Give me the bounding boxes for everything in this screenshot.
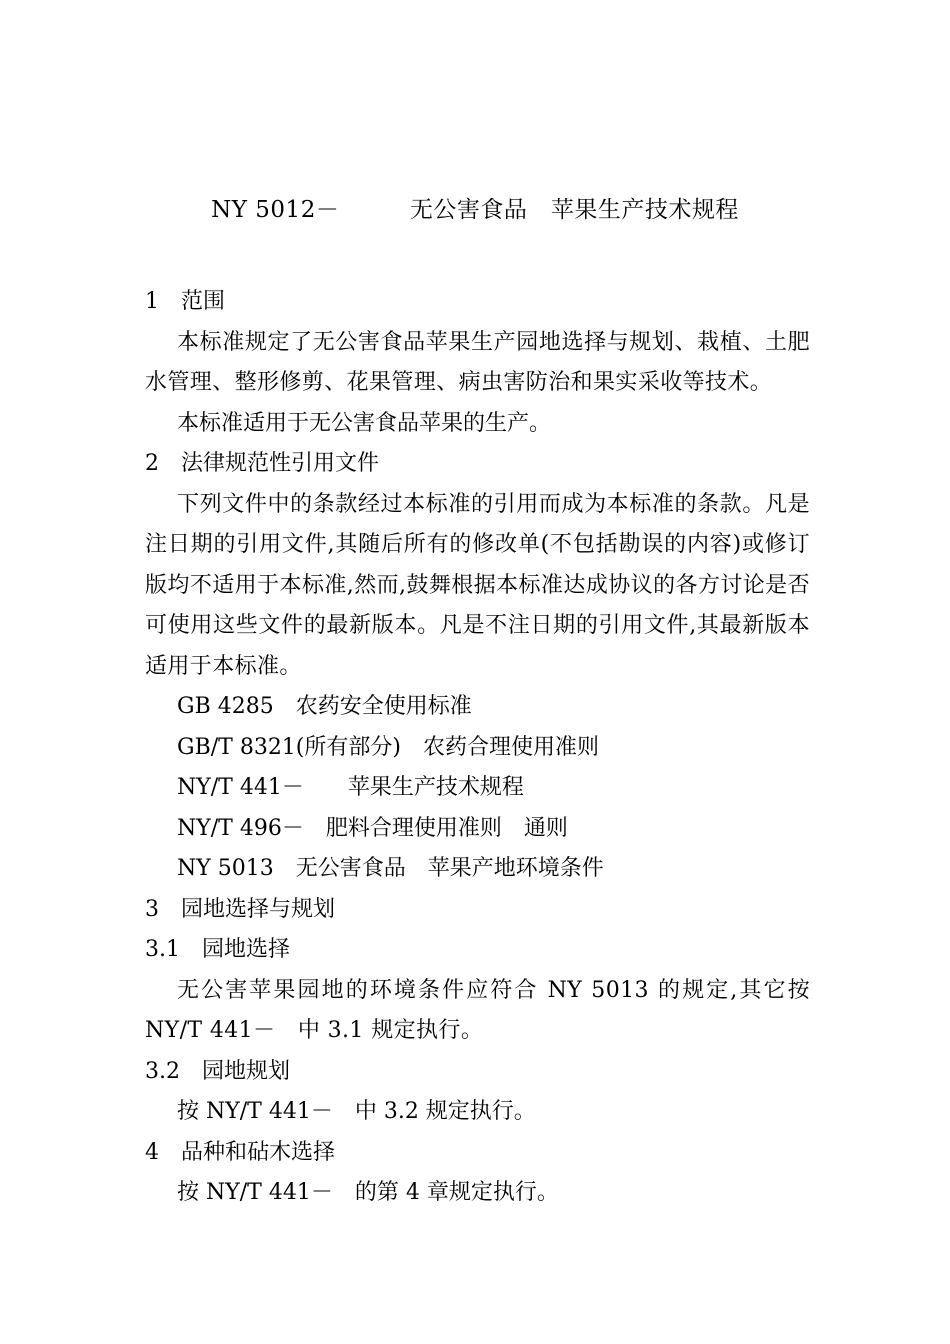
reference-item: NY 5013 无公害食品 苹果产地环境条件 xyxy=(177,856,604,881)
reference-item: GB 4285 农药安全使用标准 xyxy=(177,694,472,719)
section-4-heading: 4 品种和砧木选择 xyxy=(145,1139,335,1165)
paragraph-text: 本标准规定了无公害食品苹果生产园地选择与规划、栽植、土肥水管理、整形修剪、花果管理、病虫害防治和果实采收等技术。 xyxy=(145,329,810,395)
section-4-paragraph: 按 NY/T 441－ 的第 4 章规定执行。 xyxy=(177,1180,559,1205)
section-3-2-heading: 3.2 园地规划 xyxy=(145,1058,290,1084)
document-body xyxy=(145,282,810,1214)
paragraph-text: 下列文件中的条款经过本标准的引用而成为本标准的条款。凡是注日期的引用文件,其随后所有的修改单(不包括勘误的内容)或修订版均不适用于本标准,然而,鼓舞根据本标准达成协议的各方讨论是否可使用这些文件的最新版本。凡是不注日期的引用文件,其最新版本适用于本标准。 xyxy=(145,491,810,679)
paragraph-text: 无公害苹果园地的环境条件应符合 NY 5013 的规定,其它按NY/T 441－ 中 3.1 规定执行。 xyxy=(145,977,810,1043)
reference-item: NY/T 441－ 苹果生产技术规程 xyxy=(177,775,524,800)
reference-item: GB/T 8321(所有部分) 农药合理使用准则 xyxy=(177,734,599,760)
section-3-heading: 3 园地选择与规划 xyxy=(145,896,335,922)
section-2-heading: 2 法律规范性引用文件 xyxy=(145,451,379,476)
section-3-1-heading: 3.1 园地选择 xyxy=(145,937,290,962)
section-3-1-paragraph xyxy=(145,971,810,1052)
reference-item: NY/T 496－ 肥料合理使用准则 通则 xyxy=(177,815,568,841)
section-1-paragraph-applicability: 本标准适用于无公害食品苹果的生产。 xyxy=(177,410,552,436)
section-2-paragraph-references xyxy=(145,485,810,688)
section-1-heading: 1 范围 xyxy=(145,289,225,314)
document-title: NY 5012－ 无公害食品 苹果生产技术规程 xyxy=(211,197,739,223)
section-3-2-paragraph: 按 NY/T 441－ 中 3.2 规定执行。 xyxy=(177,1099,536,1124)
section-1-paragraph-scope xyxy=(145,323,810,404)
